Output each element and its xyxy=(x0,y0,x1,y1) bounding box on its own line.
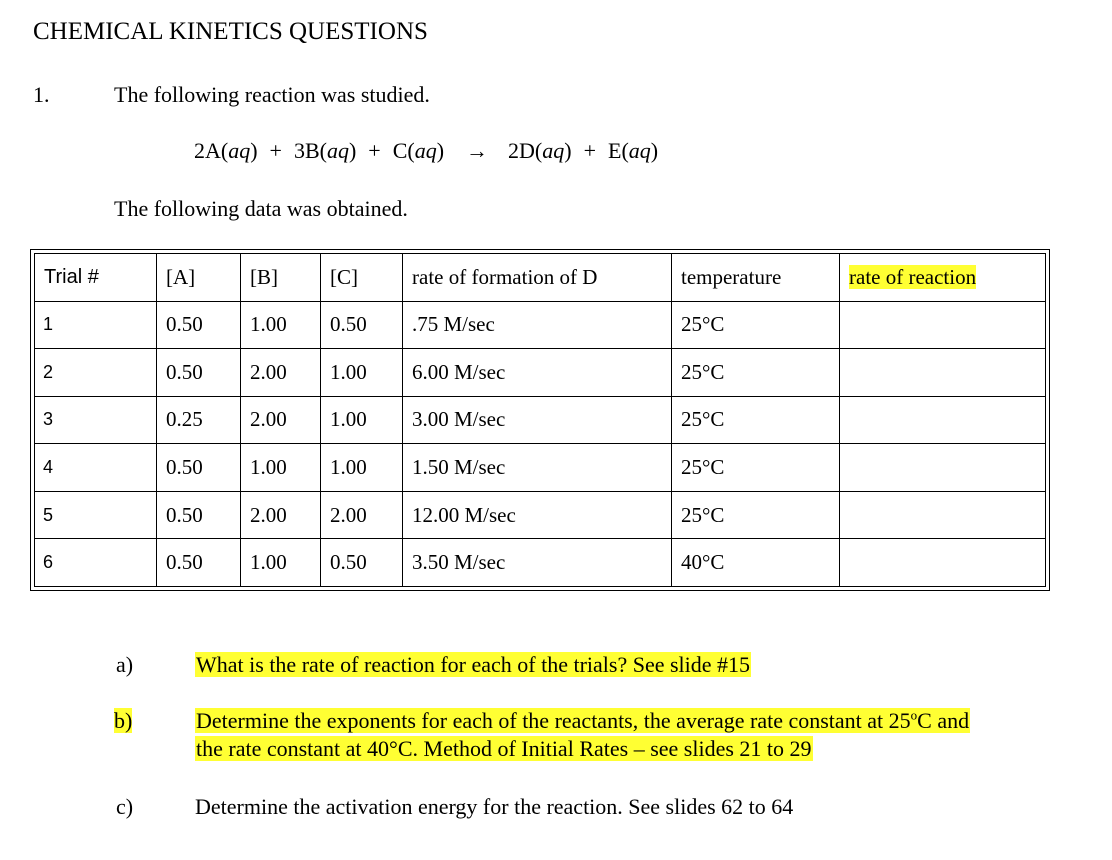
table-row xyxy=(35,396,1046,444)
header-rate-formation-d: rate of formation of D xyxy=(403,254,672,302)
cell-trial: 3 xyxy=(35,396,157,444)
page-title: CHEMICAL KINETICS QUESTIONS xyxy=(33,18,428,45)
cell-trial: 1 xyxy=(35,301,157,349)
reaction-arrow-icon: → xyxy=(466,138,489,163)
cell-temperature: 25°C xyxy=(672,444,840,492)
part-a-text: What is the rate of reaction for each of the trials? See slide #15 xyxy=(196,652,751,677)
cell-a: 0.25 xyxy=(157,396,241,444)
header-c: [C] xyxy=(321,254,403,302)
part-c-text: Determine the activation energy for the reaction. See slides 62 to 64 xyxy=(195,794,794,819)
cell-b: 1.00 xyxy=(241,444,321,492)
cell-rate-of-reaction xyxy=(840,396,1046,444)
cell-a: 0.50 xyxy=(157,491,241,539)
cell-b: 2.00 xyxy=(241,396,321,444)
cell-temperature: 40°C xyxy=(672,539,840,587)
cell-c: 0.50 xyxy=(321,301,403,349)
cell-rate-formation-d: .75 M/sec xyxy=(403,301,672,349)
cell-b: 2.00 xyxy=(241,349,321,397)
cell-a: 0.50 xyxy=(157,444,241,492)
cell-rate-formation-d: 3.50 M/sec xyxy=(403,539,672,587)
cell-c: 1.00 xyxy=(321,444,403,492)
cell-c: 0.50 xyxy=(321,539,403,587)
header-rate-of-reaction: rate of reaction xyxy=(840,254,1046,302)
cell-rate-formation-d: 12.00 M/sec xyxy=(403,491,672,539)
cell-rate-of-reaction xyxy=(840,539,1046,587)
cell-rate-formation-d: 3.00 M/sec xyxy=(403,396,672,444)
cell-a: 0.50 xyxy=(157,539,241,587)
data-table xyxy=(34,253,1046,587)
part-b-letter: b) xyxy=(114,708,133,733)
cell-c: 2.00 xyxy=(321,491,403,539)
cell-a: 0.50 xyxy=(157,349,241,397)
data-intro: The following data was obtained. xyxy=(114,196,408,221)
cell-rate-of-reaction xyxy=(840,491,1046,539)
header-trial: Trial # xyxy=(35,254,157,302)
cell-temperature: 25°C xyxy=(672,301,840,349)
part-c-letter: c) xyxy=(116,794,134,819)
cell-trial: 2 xyxy=(35,349,157,397)
cell-c: 1.00 xyxy=(321,396,403,444)
cell-temperature: 25°C xyxy=(672,396,840,444)
cell-rate-of-reaction xyxy=(840,349,1046,397)
cell-trial: 6 xyxy=(35,539,157,587)
table-row xyxy=(35,444,1046,492)
cell-b: 1.00 xyxy=(241,301,321,349)
cell-temperature: 25°C xyxy=(672,491,840,539)
cell-b: 2.00 xyxy=(241,491,321,539)
table-row xyxy=(35,349,1046,397)
table-header-row xyxy=(35,254,1046,302)
data-table-frame xyxy=(30,249,1050,591)
question-number: 1. xyxy=(33,82,50,107)
part-b-text: Determine the exponents for each of the reactants, the average rate constant at 25$^o$C and the rate constant at 40°C. Method of Initial Rates – see slides 21 to 29 xyxy=(196,707,970,761)
cell-a: 0.50 xyxy=(157,301,241,349)
cell-rate-of-reaction xyxy=(840,301,1046,349)
table-row xyxy=(35,539,1046,587)
reaction-equation xyxy=(194,138,658,164)
cell-b: 1.00 xyxy=(241,539,321,587)
cell-rate-formation-d: 1.50 M/sec xyxy=(403,444,672,492)
reactant-c: C(aq) xyxy=(392,138,445,163)
table-row xyxy=(35,301,1046,349)
header-temperature: temperature xyxy=(672,254,840,302)
plus-sign: + xyxy=(368,138,381,163)
cell-c: 1.00 xyxy=(321,349,403,397)
plus-sign: + xyxy=(269,138,282,163)
product-e: E(aq) xyxy=(608,138,659,163)
plus-sign: + xyxy=(583,138,597,163)
cell-rate-of-reaction xyxy=(840,444,1046,492)
part-a-letter: a) xyxy=(116,652,134,677)
question-intro: The following reaction was studied. xyxy=(114,82,430,107)
header-a: [A] xyxy=(157,254,241,302)
cell-trial: 4 xyxy=(35,444,157,492)
product-d: 2D(aq) xyxy=(508,138,572,163)
header-b: [B] xyxy=(241,254,321,302)
reactant-b: 3B(aq) xyxy=(293,138,357,163)
reactant-a: 2A(aq) xyxy=(194,138,258,163)
cell-trial: 5 xyxy=(35,491,157,539)
cell-rate-formation-d: 6.00 M/sec xyxy=(403,349,672,397)
cell-temperature: 25°C xyxy=(672,349,840,397)
table-row xyxy=(35,491,1046,539)
